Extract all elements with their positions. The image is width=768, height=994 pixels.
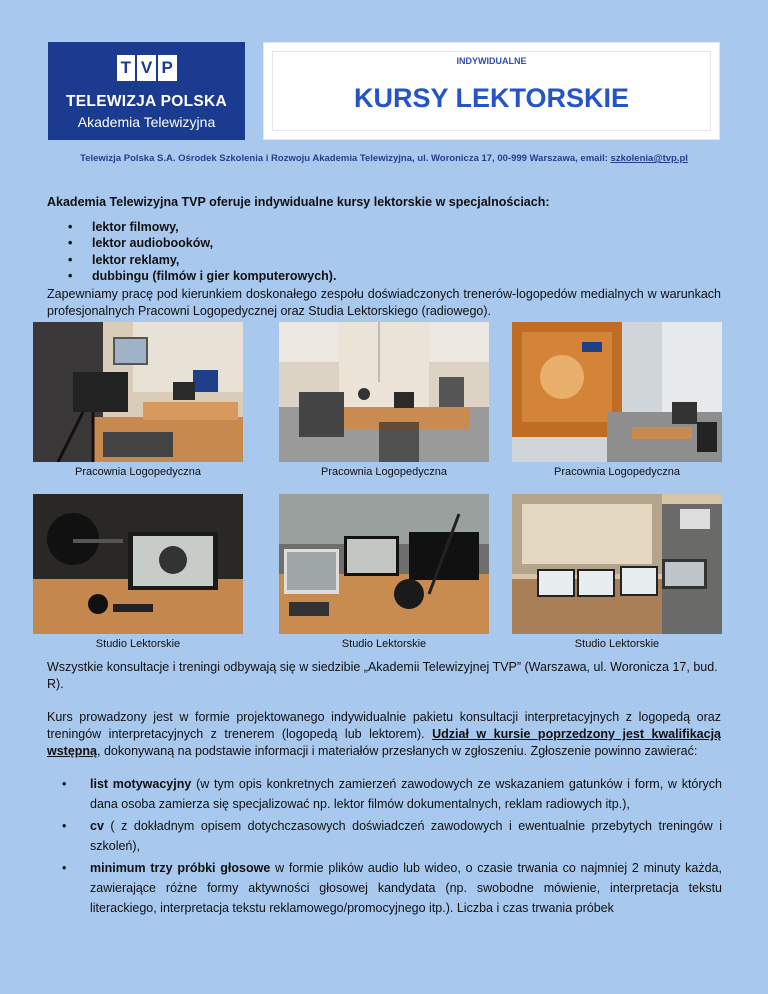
photo-caption: Pracownia Logopedyczna [321, 466, 447, 478]
photo-studio-3 [512, 494, 722, 634]
specialty-item: • dubbingu (filmów i gier komputerowych). [68, 269, 336, 285]
page-title: KURSY LEKTORSKIE [353, 83, 630, 113]
photo-caption: Pracownia Logopedyczna [554, 466, 680, 478]
specialties-list [68, 220, 336, 285]
paragraph-team: Zapewniamy pracę pod kierunkiem doskonałego zespołu doświadczonych trenerów-logopedów medialnych w warunkach profesjonalnych Pracowni Logopedycznej oraz Studia Lektorskiego (radiowego). [47, 287, 721, 318]
requirement-text: (w tym opis konkretnych zamierzeń zawodowych ze wskazaniem gatunków i form, w których dana osoba zamierza się specjalizować np. lektor filmów dokumentalnych, reklam radiowych itp.), [90, 777, 723, 811]
photo-caption: Pracownia Logopedyczna [75, 466, 201, 478]
course-format-text: Kurs prowadzony jest w formie projektowanego indywidualnie pakietu konsultacji interpretacyjnych z logopedą oraz treningów interpretacyjnych z trenerem (logopedą lub lektorem). [47, 710, 721, 741]
photo-studio-1 [33, 494, 243, 634]
photo-studio-2 [279, 494, 489, 634]
logo-letter-t: T [117, 55, 136, 81]
title-small: INDYWIDUALNE [456, 56, 527, 66]
specialty-item: • lektor filmowy, [68, 220, 336, 236]
requirement-item [62, 774, 722, 814]
paragraph-course-format [47, 709, 721, 760]
requirement-text: ( z dokładnym opisem dotychczasowych doświadczeń zawodowych i ewentualnie przebytych treningów i szkoleń), [90, 819, 722, 853]
paragraph-location: Wszystkie konsultacje i treningi odbywają się w siedzibie „Akademii Telewizyjnej TVP” (Warszawa, ul. Woronicza 17, bud. R). [47, 660, 718, 691]
address-line [0, 153, 768, 164]
intro-heading: Akademia Telewizyjna TVP oferuje indywidualne kursy lektorskie w specjalnościach: [47, 195, 550, 209]
logo-line-1: TELEWIZJA POLSKA [66, 93, 227, 110]
specialty-item: • lektor audiobooków, [68, 236, 336, 252]
title-box [263, 42, 720, 140]
logo-line-2: Akademia Telewizyjna [77, 114, 216, 130]
requirement-item [62, 858, 722, 918]
tvp-logo-letters [117, 55, 177, 79]
photo-caption: Studio Lektorskie [574, 638, 660, 650]
photo-speech-room-3 [512, 322, 722, 462]
requirement-item [62, 816, 722, 856]
requirement-title: minimum trzy próbki głosowe [90, 861, 271, 875]
specialty-item: • lektor reklamy, [68, 253, 336, 269]
requirement-title: list motywacyjny [90, 777, 192, 791]
logo-letter-v: V [137, 55, 156, 81]
requirements-list [62, 774, 722, 920]
photo-caption: Studio Lektorskie [341, 638, 427, 650]
requirement-title: cv [90, 819, 104, 833]
tvp-logo [48, 42, 245, 140]
photo-caption: Studio Lektorskie [95, 638, 181, 650]
requirement-text: w formie plików audio lub wideo, o czasie trwania co najmniej 2 minuty każda, zawierające różne formy aktywności głosowej kandydata (np. swobodne mówienie, interpretacja tekstu literackiego, interpretacja tekstu reklamowego/promocyjnego itp.). Liczba i czas trwania próbek [90, 861, 722, 915]
photo-speech-room-2 [279, 322, 489, 462]
photo-speech-room-1 [33, 322, 243, 462]
email-link[interactable]: szkolenia@tvp.pl [610, 153, 688, 164]
logo-letter-p: P [158, 55, 177, 81]
qualification-emphasis: Udział w kursie poprzedzony jest kwalifikacją wstępną [47, 727, 721, 758]
address-text: Telewizja Polska S.A. Ośrodek Szkolenia i Rozwoju Akademia Telewizyjna, ul. Woronicza 17, 00-999 Warszawa, email: [80, 153, 611, 164]
course-format-text-cont: , dokonywaną na podstawie informacji i materiałów przesłanych w zgłoszeniu. Zgłoszenie powinno zawierać: [97, 744, 698, 758]
